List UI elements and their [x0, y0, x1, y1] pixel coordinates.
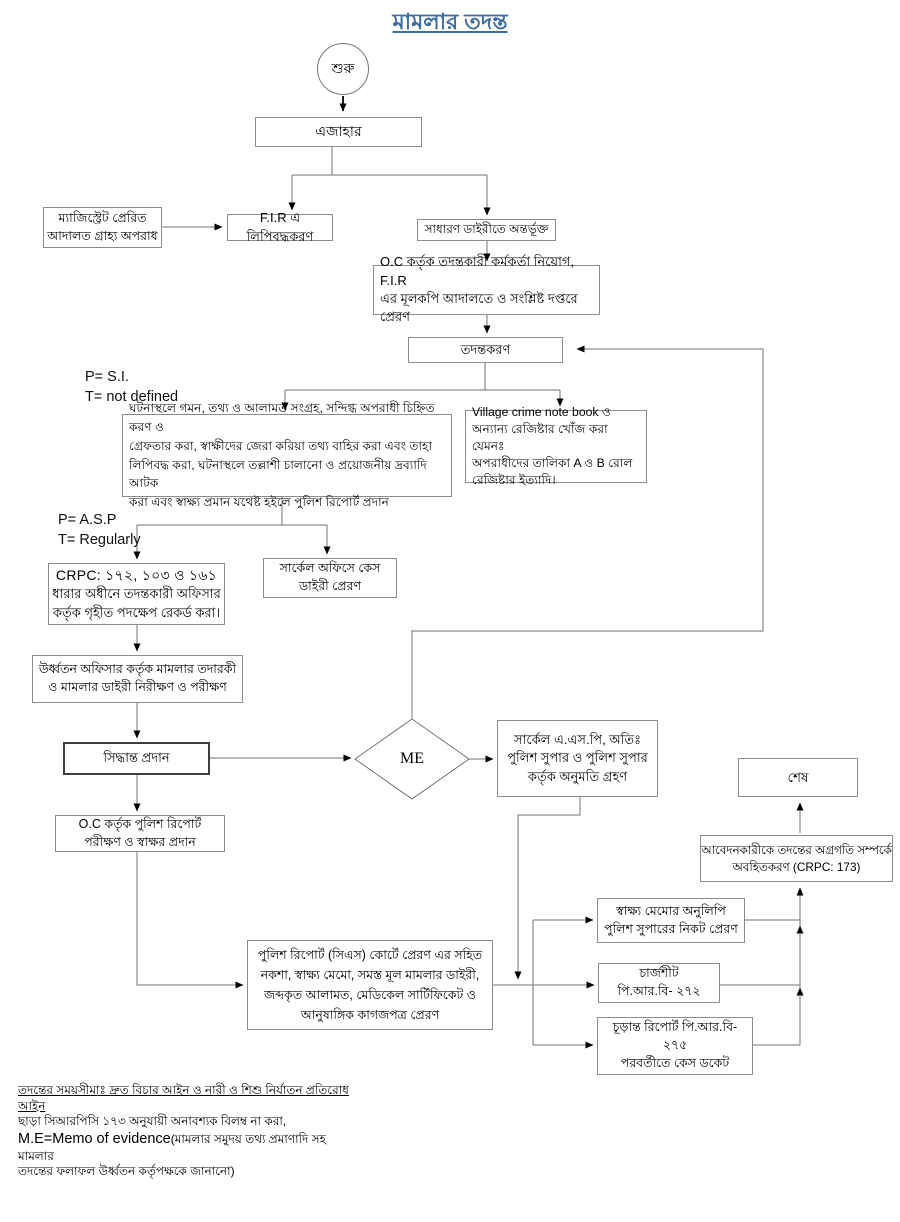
circle-asp-line: কর্তৃক অনুমতি গ্রহণ [527, 768, 628, 784]
footnote-line3-bn: (মামলার সমুদয় তথ্য প্রমাণাদি সহ মামলার [18, 1131, 326, 1163]
decision-label: সিদ্ধান্ত প্রদান [103, 750, 170, 766]
connector-asp-to-junction [518, 797, 580, 979]
supervision-line: উর্ধ্বতন অফিসার কর্তৃক মামলার তদারকী [38, 662, 237, 677]
footnote-line4: তদন্তের ফলাফল উর্ধ্বতন কর্তৃপক্ষকে জানানো) [18, 1164, 235, 1179]
inform-line: অবহিতকরণ (CRPC: 173) [732, 859, 861, 874]
circle-office-node [263, 558, 397, 598]
general-diary-label: সাধারণ ডাইরীতে অন্তর্ভূক্ত [424, 222, 549, 237]
page-title-wrap [0, 5, 900, 42]
oc-report-node [55, 815, 225, 852]
circle-asp-line: সার্কেল এ.এস.পি, অতিঃ [514, 731, 641, 747]
final-report-line: ২৭৫ [662, 1038, 688, 1053]
me-diamond-label-wrap [387, 745, 437, 773]
ejahar-node [255, 117, 422, 147]
connector-oc-report-to-cs [137, 852, 243, 985]
chargesheet-node [598, 963, 720, 1003]
village-note-node [465, 404, 647, 488]
inform-line: আবেদনকারীকে তদন্তের অগ্রগতি সম্পর্কে [701, 842, 892, 857]
memo-copy-line: পুলিশ সুপারের নিকট প্রেরণ [604, 921, 738, 936]
final-report-line: পরবর্তীতে কেস ডকেট [620, 1055, 730, 1070]
oc-report-line: O.C কর্তৃক পুলিশ রিপোর্ট [78, 816, 202, 831]
start-node [317, 43, 369, 95]
oc-report-line: পরীক্ষণ ও স্বাক্ষর প্রদান [84, 834, 196, 849]
footnote-line3-en: M.E=Memo of evidence [18, 1130, 171, 1147]
general-diary-node [417, 219, 556, 241]
magistrate-line: আদালত গ্রাহ্য অপরাধ [47, 228, 158, 243]
note-si-line1: P= S.I. [85, 369, 129, 385]
me-diamond-label: ME [400, 750, 424, 767]
village-line: রেজিষ্টার ইত্যাদি। [472, 473, 556, 488]
investigation-line: করা এবং স্বাক্ষ্য প্রমান যথেষ্ট হইলে পুলিশ রিপোর্ট প্রদান [129, 495, 389, 510]
tadanta-node [408, 337, 563, 363]
footnote-line3 [18, 1130, 363, 1164]
circle-asp-line: পুলিশ সুপার ও পুলিশ সুপার [507, 750, 648, 766]
magistrate-node [43, 207, 162, 248]
end-label: শেষ [787, 769, 809, 785]
cs-report-line: পুলিশ রিপোর্ট (সিএস) কোর্টে প্রেরণ এর সহিত [257, 948, 483, 962]
crpc-line: CRPC: ১৭২, ১০৩ ও ১৬১ [55, 566, 218, 583]
footnote [18, 1083, 363, 1180]
cs-report-line: জব্দকৃত আলামত, মেডিকেল সার্টিফিকেট ও [264, 988, 476, 1002]
cs-report-line: আনুষাঙ্গিক কাগজপত্র প্রেরণ [300, 1008, 440, 1022]
crpc-line: ধারার অধীনে তদন্তকারী অফিসার [52, 586, 221, 602]
final-report-line: চূড়ান্ত রিপোর্ট পি.আর.বি- [612, 1020, 738, 1035]
oc-assign-line: এর মূলকপি আদালতে ও সংশ্লিষ্ট দপ্তরে প্রেরণ [380, 291, 578, 325]
investigation-line: লিপিবদ্ধ করা, ঘটনাস্থলে তল্লাশী চালানো ও প্রয়োজনীয় দ্রব্যাদি আটক [129, 457, 427, 491]
note-asp-line2: T= Regularly [58, 531, 141, 548]
crpc-node [48, 563, 225, 625]
circle-office-line: ডাইরী প্রেরণ [298, 579, 362, 593]
inform-node [700, 835, 893, 882]
final-report-node [597, 1017, 753, 1075]
village-line: অন্যান্য রেজিষ্টার খোঁজ করা যেমনঃ [472, 421, 608, 453]
supervision-line: ও মামলার ডাইরী নিরীক্ষণ ও পরীক্ষণ [48, 680, 227, 694]
fir-node [227, 210, 333, 244]
start-label: শুরু [331, 60, 355, 77]
chargesheet-line: পি.আর.বি- ২৭২ [617, 984, 701, 998]
oc-assign-line: O.C কর্তৃক তদন্তকারী কর্মকর্তা নিয়োগ, F.I.R [380, 254, 574, 288]
village-line: Village crime note book ও [472, 404, 611, 419]
investigation-line: গ্রেফতার করা, স্বাক্ষীদের জেরা করিয়া তথ্য বাহির করা এবং তাহা [129, 438, 432, 453]
tadanta-label: তদন্তকরণ [460, 341, 511, 357]
investigation-line: ঘটনাস্থলে গমন, তথ্য ও আলামত সংগ্রহ, সন্দিগ্ধ অপরাধী চিহ্নিত করণ ও [129, 400, 435, 434]
footnote-line1: তদন্তের সময়সীমাঃ দ্রুত বিচার আইন ও নারী ও শিশু নির্যাতন প্রতিরোধ আইন [18, 1083, 349, 1113]
cs-report-node [247, 940, 493, 1030]
page-title: মামলার তদন্ত [392, 9, 508, 34]
circle-asp-node [497, 720, 658, 797]
village-line: অপরাধীদের তালিকা A ও B রোল [472, 456, 633, 471]
crpc-line: কর্তৃক গৃহীত পদক্ষেপ রেকর্ড করা। [52, 604, 221, 620]
note-asp-line1: P= A.S.P [58, 512, 117, 528]
circle-office-line: সার্কেল অফিসে কেস [279, 561, 381, 576]
fir-label: F.I.R এ লিপিবদ্ধকরণ [246, 210, 314, 244]
note-si-line2: T= not defined [85, 388, 179, 405]
cs-report-line: নকশা, স্বাক্ষ্য মেমো, সমস্ত মূল মামলার ডাইরী, [260, 968, 480, 982]
investigation-node [122, 400, 452, 510]
ejahar-label: এজাহার [315, 123, 362, 140]
note-asp [58, 511, 141, 550]
chargesheet-line: চার্জশীট [639, 966, 679, 981]
footnote-line2: ছাড়া সিআরপিসি ১৭৩ অনুযায়ী অনাবশ্যক বিলম্ব না করা, [18, 1114, 287, 1129]
decision-node [63, 742, 210, 775]
memo-copy-node [597, 898, 745, 943]
end-node [738, 758, 858, 797]
oc-assign-node [373, 254, 600, 325]
memo-copy-line: স্বাক্ষ্য মেমোর অনুলিপি [616, 903, 726, 918]
magistrate-line: ম্যাজিস্ট্রেট প্রেরিত [58, 210, 147, 225]
supervision-node [32, 655, 243, 703]
